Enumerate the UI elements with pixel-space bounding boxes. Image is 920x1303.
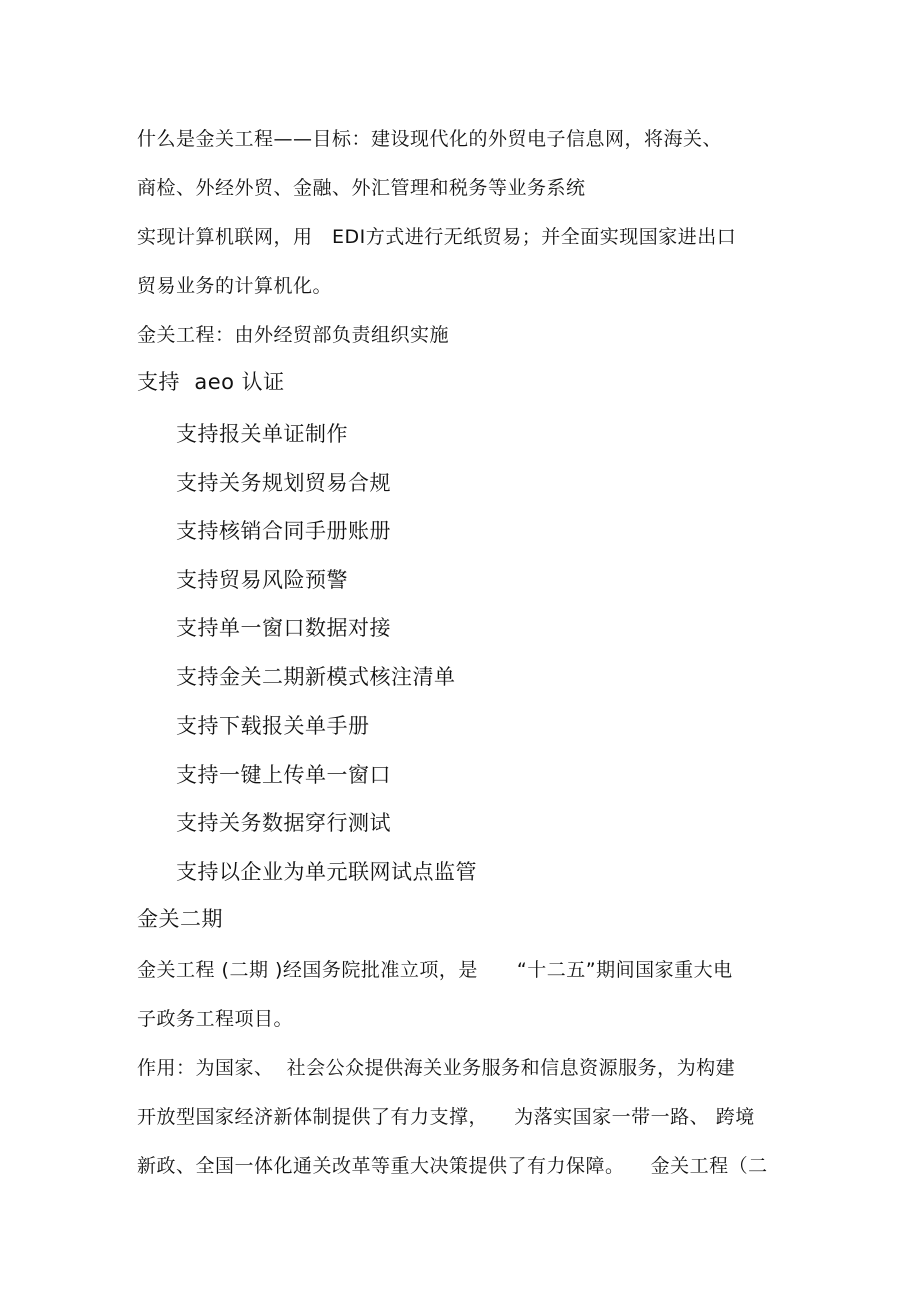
feature-item: 支持单一窗口数据对接 (176, 616, 391, 640)
phase2-heading: 金关二期 (137, 907, 223, 931)
feature-item: 支持金关二期新模式核注清单 (176, 665, 456, 689)
phase2-intro-line-1: 金关工程 (二期 )经国务院批准立项，是 “十二五”期间国家重大电 (137, 959, 733, 981)
paragraph-1-line-3: 实现计算机联网，用 EDI方式进行无纸贸易；并全面实现国家进出口 (137, 226, 737, 248)
paragraph-1-line-4: 贸易业务的计算机化。 (137, 275, 333, 297)
organizer-line: 金关工程：由外经贸部负责组织实施 (137, 324, 450, 346)
function-line-1: 作用：为国家、 社会公众提供海关业务服务和信息资源服务，为构建 (137, 1057, 736, 1079)
feature-item: 支持下载报关单手册 (176, 714, 370, 738)
aeo-heading: 支持 aeo 认证 (137, 370, 285, 394)
function-line-3: 新政、全国一体化通关改革等重大决策提供了有力保障。 金关工程（二 (137, 1155, 768, 1177)
feature-item: 支持报关单证制作 (176, 422, 348, 446)
feature-item: 支持一键上传单一窗口 (176, 763, 391, 787)
paragraph-1-line-1: 什么是金关工程——目标：建设现代化的外贸电子信息网，将海关、 (137, 128, 723, 150)
feature-item: 支持核销合同手册账册 (176, 519, 391, 543)
feature-item: 支持关务数据穿行测试 (176, 811, 391, 835)
feature-item: 支持贸易风险预警 (176, 568, 348, 592)
paragraph-1-line-2: 商检、外经外贸、金融、外汇管理和税务等业务系统 (137, 177, 586, 199)
function-line-2: 开放型国家经济新体制提供了有力支撑， 为落实国家一带一路、 跨境 (137, 1106, 755, 1128)
phase2-intro-line-2: 子政务工程项目。 (137, 1008, 294, 1030)
feature-item: 支持关务规划贸易合规 (176, 471, 391, 495)
feature-item: 支持以企业为单元联网试点监管 (176, 860, 477, 884)
